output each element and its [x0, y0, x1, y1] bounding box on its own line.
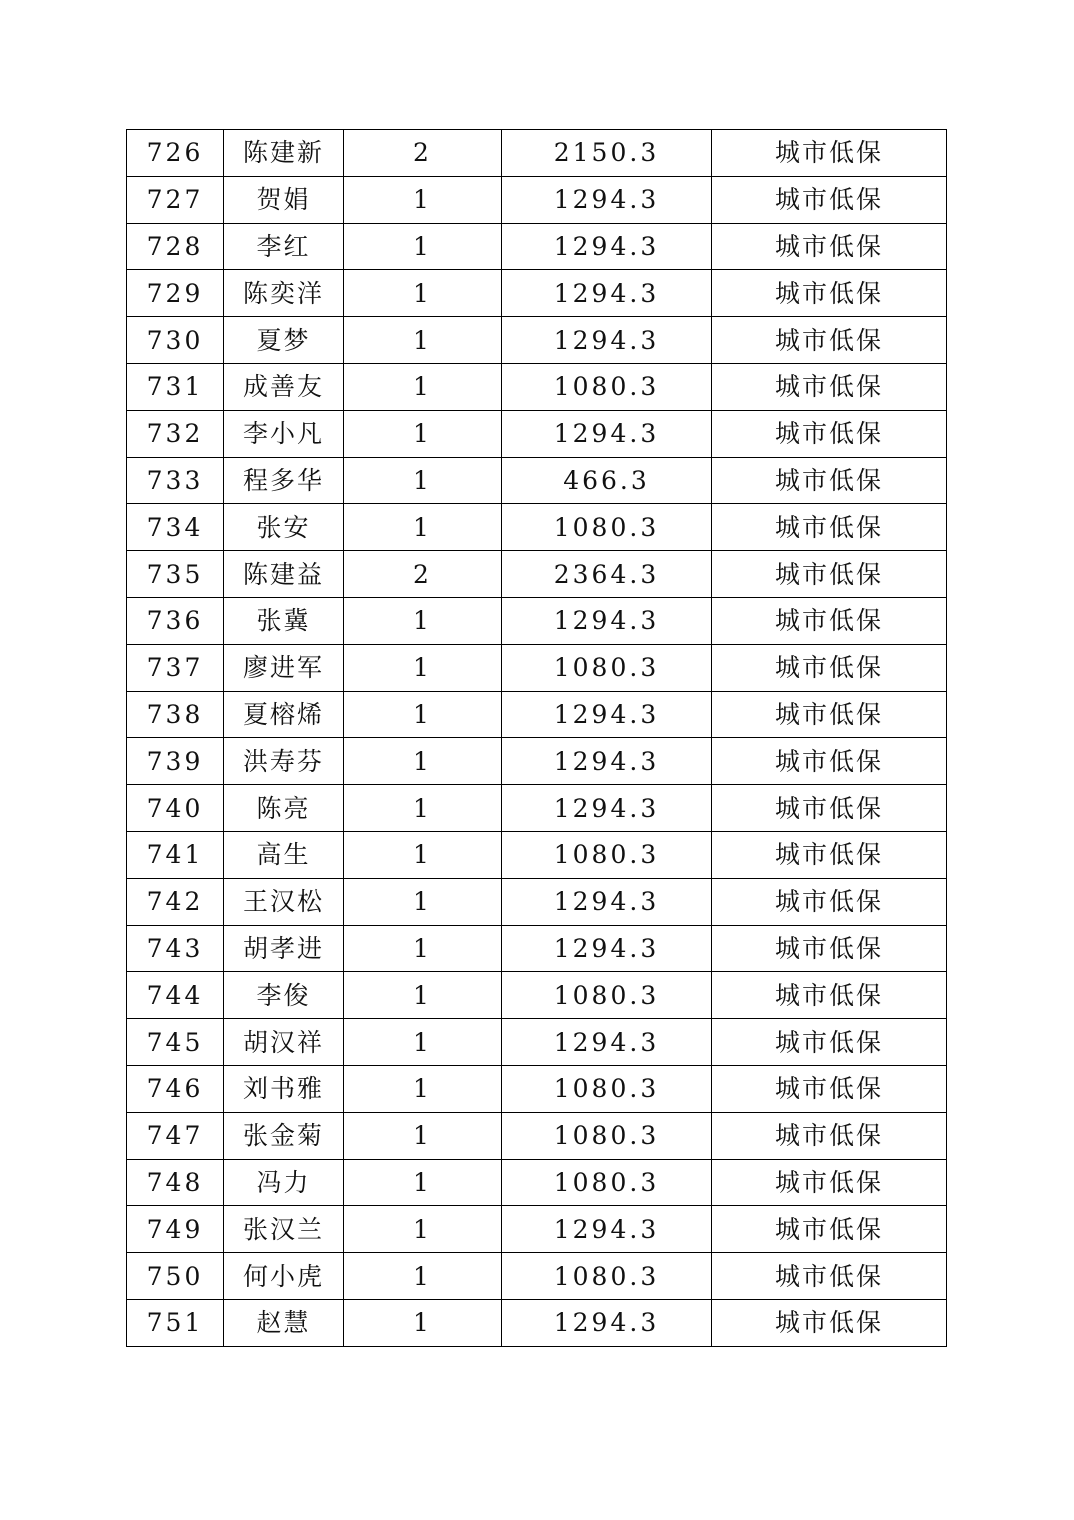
table-row — [127, 223, 947, 270]
assistance-type-cell: 城市低保 — [712, 1112, 947, 1159]
table-row — [127, 972, 947, 1019]
assistance-type-cell: 城市低保 — [712, 925, 947, 972]
row-number-cell: 744 — [127, 972, 224, 1019]
household-count-cell: 1 — [344, 504, 502, 551]
amount-cell: 1294.3 — [502, 1206, 712, 1253]
name-cell: 李小凡 — [224, 410, 344, 457]
table-row — [127, 1253, 947, 1300]
household-count-cell: 2 — [344, 551, 502, 598]
row-number-cell: 742 — [127, 878, 224, 925]
name-cell: 陈建新 — [224, 130, 344, 177]
amount-cell: 466.3 — [502, 457, 712, 504]
name-cell: 冯力 — [224, 1159, 344, 1206]
household-count-cell: 1 — [344, 1112, 502, 1159]
row-number-cell: 730 — [127, 317, 224, 364]
household-count-cell: 2 — [344, 130, 502, 177]
amount-cell: 1294.3 — [502, 925, 712, 972]
amount-cell: 1294.3 — [502, 1019, 712, 1066]
row-number-cell: 749 — [127, 1206, 224, 1253]
table-row — [127, 1065, 947, 1112]
row-number-cell: 736 — [127, 597, 224, 644]
household-count-cell: 1 — [344, 878, 502, 925]
assistance-type-cell: 城市低保 — [712, 1065, 947, 1112]
row-number-cell: 727 — [127, 176, 224, 223]
name-cell: 成善友 — [224, 363, 344, 410]
table-row — [127, 270, 947, 317]
row-number-cell: 741 — [127, 831, 224, 878]
name-cell: 李俊 — [224, 972, 344, 1019]
amount-cell: 1080.3 — [502, 1112, 712, 1159]
assistance-type-cell: 城市低保 — [712, 317, 947, 364]
name-cell: 程多华 — [224, 457, 344, 504]
row-number-cell: 734 — [127, 504, 224, 551]
amount-cell: 1294.3 — [502, 878, 712, 925]
row-number-cell: 750 — [127, 1253, 224, 1300]
amount-cell: 1294.3 — [502, 270, 712, 317]
household-count-cell: 1 — [344, 1019, 502, 1066]
name-cell: 赵慧 — [224, 1299, 344, 1346]
table-row — [127, 1206, 947, 1253]
assistance-type-cell: 城市低保 — [712, 270, 947, 317]
row-number-cell: 733 — [127, 457, 224, 504]
assistance-type-cell: 城市低保 — [712, 504, 947, 551]
name-cell: 贺娟 — [224, 176, 344, 223]
table-row — [127, 691, 947, 738]
amount-cell: 1294.3 — [502, 691, 712, 738]
amount-cell: 2150.3 — [502, 130, 712, 177]
amount-cell: 1080.3 — [502, 363, 712, 410]
assistance-type-cell: 城市低保 — [712, 1206, 947, 1253]
table-row — [127, 551, 947, 598]
household-count-cell: 1 — [344, 176, 502, 223]
household-count-cell: 1 — [344, 223, 502, 270]
name-cell: 胡孝进 — [224, 925, 344, 972]
row-number-cell: 748 — [127, 1159, 224, 1206]
household-count-cell: 1 — [344, 691, 502, 738]
name-cell: 张汉兰 — [224, 1206, 344, 1253]
table-row — [127, 410, 947, 457]
row-number-cell: 740 — [127, 785, 224, 832]
assistance-type-cell: 城市低保 — [712, 878, 947, 925]
household-count-cell: 1 — [344, 597, 502, 644]
row-number-cell: 735 — [127, 551, 224, 598]
name-cell: 张安 — [224, 504, 344, 551]
amount-cell: 1294.3 — [502, 410, 712, 457]
table-row — [127, 878, 947, 925]
row-number-cell: 726 — [127, 130, 224, 177]
name-cell: 陈奕洋 — [224, 270, 344, 317]
amount-cell: 1080.3 — [502, 831, 712, 878]
roster-table-body — [127, 130, 947, 1347]
assistance-type-cell: 城市低保 — [712, 972, 947, 1019]
table-row — [127, 1299, 947, 1346]
assistance-type-cell: 城市低保 — [712, 691, 947, 738]
name-cell: 李红 — [224, 223, 344, 270]
assistance-type-cell: 城市低保 — [712, 363, 947, 410]
household-count-cell: 1 — [344, 972, 502, 1019]
assistance-type-cell: 城市低保 — [712, 551, 947, 598]
table-row — [127, 785, 947, 832]
table-row — [127, 176, 947, 223]
assistance-type-cell: 城市低保 — [712, 176, 947, 223]
assistance-type-cell: 城市低保 — [712, 1299, 947, 1346]
assistance-type-cell: 城市低保 — [712, 738, 947, 785]
name-cell: 张金菊 — [224, 1112, 344, 1159]
row-number-cell: 747 — [127, 1112, 224, 1159]
row-number-cell: 737 — [127, 644, 224, 691]
household-count-cell: 1 — [344, 1253, 502, 1300]
household-count-cell: 1 — [344, 1159, 502, 1206]
household-count-cell: 1 — [344, 410, 502, 457]
amount-cell: 1294.3 — [502, 223, 712, 270]
household-count-cell: 1 — [344, 831, 502, 878]
row-number-cell: 728 — [127, 223, 224, 270]
table-row — [127, 738, 947, 785]
household-count-cell: 1 — [344, 270, 502, 317]
assistance-type-cell: 城市低保 — [712, 457, 947, 504]
table-row — [127, 504, 947, 551]
name-cell: 何小虎 — [224, 1253, 344, 1300]
name-cell: 夏梦 — [224, 317, 344, 364]
name-cell: 王汉松 — [224, 878, 344, 925]
assistance-type-cell: 城市低保 — [712, 1019, 947, 1066]
row-number-cell: 743 — [127, 925, 224, 972]
table-row — [127, 363, 947, 410]
row-number-cell: 732 — [127, 410, 224, 457]
household-count-cell: 1 — [344, 1299, 502, 1346]
row-number-cell: 729 — [127, 270, 224, 317]
household-count-cell: 1 — [344, 785, 502, 832]
amount-cell: 1294.3 — [502, 597, 712, 644]
table-row — [127, 1019, 947, 1066]
name-cell: 廖进军 — [224, 644, 344, 691]
name-cell: 刘书雅 — [224, 1065, 344, 1112]
name-cell: 洪寿芬 — [224, 738, 344, 785]
table-row — [127, 925, 947, 972]
assistance-type-cell: 城市低保 — [712, 130, 947, 177]
household-count-cell: 1 — [344, 1065, 502, 1112]
household-count-cell: 1 — [344, 925, 502, 972]
row-number-cell: 738 — [127, 691, 224, 738]
household-count-cell: 1 — [344, 644, 502, 691]
name-cell: 高生 — [224, 831, 344, 878]
household-count-cell: 1 — [344, 317, 502, 364]
household-count-cell: 1 — [344, 457, 502, 504]
amount-cell: 1294.3 — [502, 176, 712, 223]
table-row — [127, 1112, 947, 1159]
amount-cell: 1080.3 — [502, 1159, 712, 1206]
household-count-cell: 1 — [344, 363, 502, 410]
amount-cell: 1080.3 — [502, 972, 712, 1019]
assistance-type-cell: 城市低保 — [712, 785, 947, 832]
assistance-type-cell: 城市低保 — [712, 597, 947, 644]
name-cell: 陈亮 — [224, 785, 344, 832]
row-number-cell: 746 — [127, 1065, 224, 1112]
amount-cell: 1294.3 — [502, 738, 712, 785]
name-cell: 夏榕烯 — [224, 691, 344, 738]
assistance-type-cell: 城市低保 — [712, 1159, 947, 1206]
name-cell: 张冀 — [224, 597, 344, 644]
roster-table — [126, 129, 947, 1347]
assistance-type-cell: 城市低保 — [712, 223, 947, 270]
amount-cell: 1080.3 — [502, 644, 712, 691]
amount-cell: 2364.3 — [502, 551, 712, 598]
row-number-cell: 745 — [127, 1019, 224, 1066]
amount-cell: 1294.3 — [502, 785, 712, 832]
row-number-cell: 731 — [127, 363, 224, 410]
amount-cell: 1080.3 — [502, 1065, 712, 1112]
row-number-cell: 751 — [127, 1299, 224, 1346]
assistance-type-cell: 城市低保 — [712, 1253, 947, 1300]
table-row — [127, 457, 947, 504]
table-row — [127, 130, 947, 177]
name-cell: 胡汉祥 — [224, 1019, 344, 1066]
assistance-type-cell: 城市低保 — [712, 644, 947, 691]
row-number-cell: 739 — [127, 738, 224, 785]
amount-cell: 1294.3 — [502, 317, 712, 364]
name-cell: 陈建益 — [224, 551, 344, 598]
table-row — [127, 1159, 947, 1206]
amount-cell: 1080.3 — [502, 504, 712, 551]
table-row — [127, 831, 947, 878]
household-count-cell: 1 — [344, 738, 502, 785]
assistance-type-cell: 城市低保 — [712, 410, 947, 457]
amount-cell: 1080.3 — [502, 1253, 712, 1300]
table-row — [127, 644, 947, 691]
household-count-cell: 1 — [344, 1206, 502, 1253]
amount-cell: 1294.3 — [502, 1299, 712, 1346]
assistance-type-cell: 城市低保 — [712, 831, 947, 878]
table-row — [127, 317, 947, 364]
table-row — [127, 597, 947, 644]
